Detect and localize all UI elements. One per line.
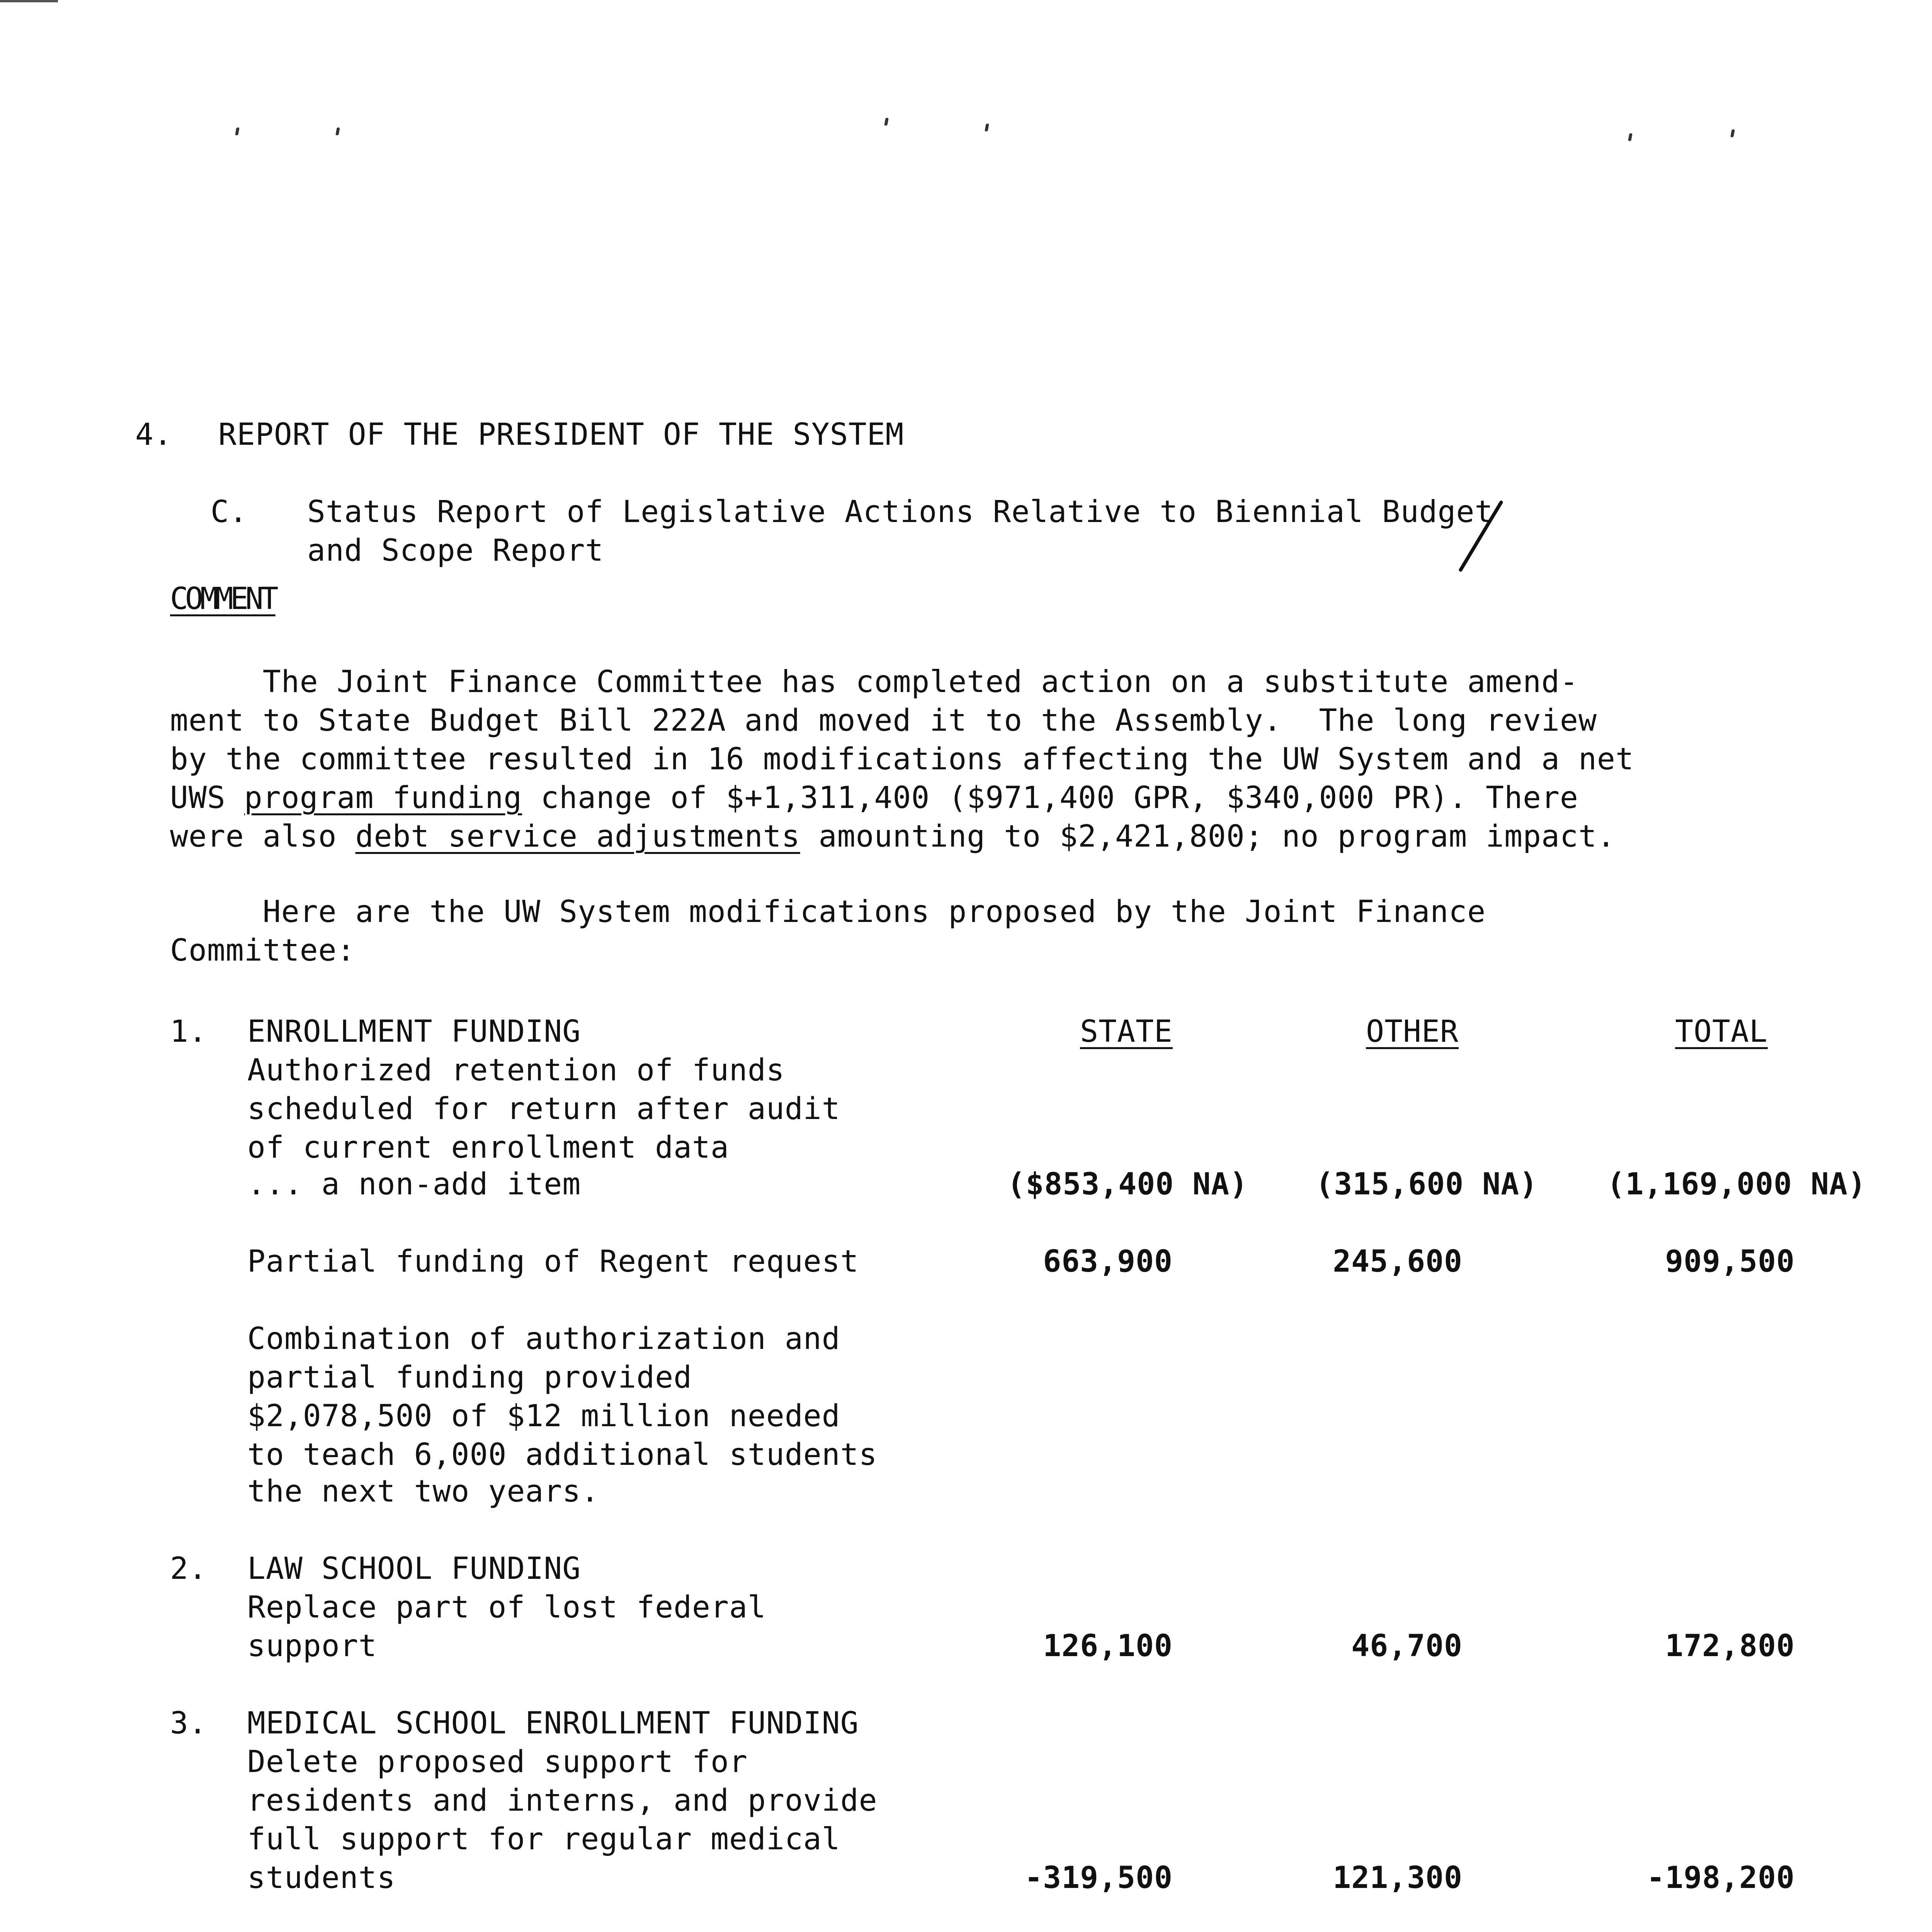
column-header-state: STATE (1080, 1014, 1173, 1049)
item-desc-line: ... a non-add item (247, 1167, 581, 1202)
intro-line-4 (170, 779, 1578, 817)
scan-mark (335, 128, 340, 135)
item-desc-line: Authorized retention of funds (247, 1053, 785, 1088)
page-edge-top (0, 0, 58, 2)
item-desc-line: Replace part of lost federal (247, 1590, 766, 1625)
column-header-total: TOTAL (1675, 1014, 1768, 1049)
item-desc-line: of current enrollment data (247, 1130, 729, 1165)
scan-mark (985, 124, 989, 131)
section-title: REPORT OF THE PRESIDENT OF THE SYSTEM (218, 417, 904, 452)
item-note-line: partial funding provided (247, 1360, 692, 1395)
item-title: ENROLLMENT FUNDING (247, 1014, 581, 1049)
item-note-line: $2,078,500 of $12 million needed (247, 1399, 840, 1434)
item-state-amount: 126,100 (1043, 1629, 1173, 1663)
comment-label: COMMENT (170, 582, 276, 616)
intro-line-2: ment to State Budget Bill 222A and moved it to the Assembly. The long review (170, 703, 1597, 738)
item-desc-line: Delete proposed support for (247, 1745, 748, 1779)
item-number: 1. (170, 1014, 207, 1049)
item-state-amount: -319,500 (1024, 1861, 1173, 1895)
item-sub-desc: Partial funding of Regent request (247, 1244, 859, 1279)
item-number: 3. (170, 1706, 207, 1741)
item-total-amount: 172,800 (1665, 1629, 1795, 1663)
item-desc-line: support (247, 1629, 377, 1663)
intro-line-1: The Joint Finance Committee has completed action on a substitute amend- (170, 665, 1578, 699)
item-title: MEDICAL SCHOOL ENROLLMENT FUNDING (247, 1706, 859, 1741)
item-sub-other-amount: 245,600 (1333, 1244, 1463, 1279)
lead-line-1: Here are the UW System modifications proposed by the Joint Finance (170, 895, 1486, 929)
item-sub-state-amount: 663,900 (1043, 1244, 1173, 1279)
column-header-other: OTHER (1366, 1014, 1459, 1049)
item-desc-line: students (247, 1861, 396, 1895)
intro-line-5 (170, 817, 1616, 856)
section-number: 4. (135, 417, 172, 452)
item-other-amount: (315,600 NA) (1315, 1167, 1538, 1202)
debt-service-term: debt service adjustments (355, 819, 800, 854)
scan-mark (235, 128, 240, 135)
item-note-line: the next two years. (247, 1474, 600, 1509)
intro-line-3: by the committee resulted in 16 modifications affecting the UW System and a net (170, 742, 1634, 777)
item-desc-line: full support for regular medical (247, 1822, 840, 1857)
intro-line-5-end: amounting to $2,421,800; no program impact. (800, 819, 1616, 854)
subsection-title-line2: and Scope Report (307, 533, 604, 568)
item-other-amount: 121,300 (1333, 1861, 1463, 1895)
intro-line-4-start: UWS (170, 781, 244, 815)
intro-line-5-start: were also (170, 819, 355, 854)
item-state-amount: ($853,400 NA) (1007, 1167, 1248, 1202)
program-funding-term: program funding (244, 781, 522, 815)
intro-line-4-end: change of $+1,311,400 ($971,400 GPR, $340,000 PR). There (522, 781, 1578, 815)
item-note-line: to teach 6,000 additional students (247, 1437, 878, 1472)
item-desc-line: scheduled for return after audit (247, 1092, 840, 1126)
item-total-amount: (1,169,000 NA) (1607, 1167, 1866, 1202)
item-desc-line: residents and interns, and provide (247, 1783, 878, 1818)
item-title: LAW SCHOOL FUNDING (247, 1551, 581, 1586)
item-total-amount: -198,200 (1646, 1861, 1795, 1895)
scan-mark (884, 118, 889, 126)
item-sub-total-amount: 909,500 (1665, 1244, 1795, 1279)
subsection-letter: C. (211, 495, 248, 529)
lead-line-2: Committee: (170, 933, 355, 968)
handwritten-check-mark (1453, 498, 1507, 576)
item-other-amount: 46,700 (1351, 1629, 1463, 1663)
scan-mark (1730, 129, 1735, 137)
scan-mark (1628, 133, 1633, 141)
subsection-title-line1: Status Report of Legislative Actions Relative to Biennial Budget (307, 495, 1493, 529)
item-number: 2. (170, 1551, 207, 1586)
item-note-line: Combination of authorization and (247, 1321, 840, 1356)
